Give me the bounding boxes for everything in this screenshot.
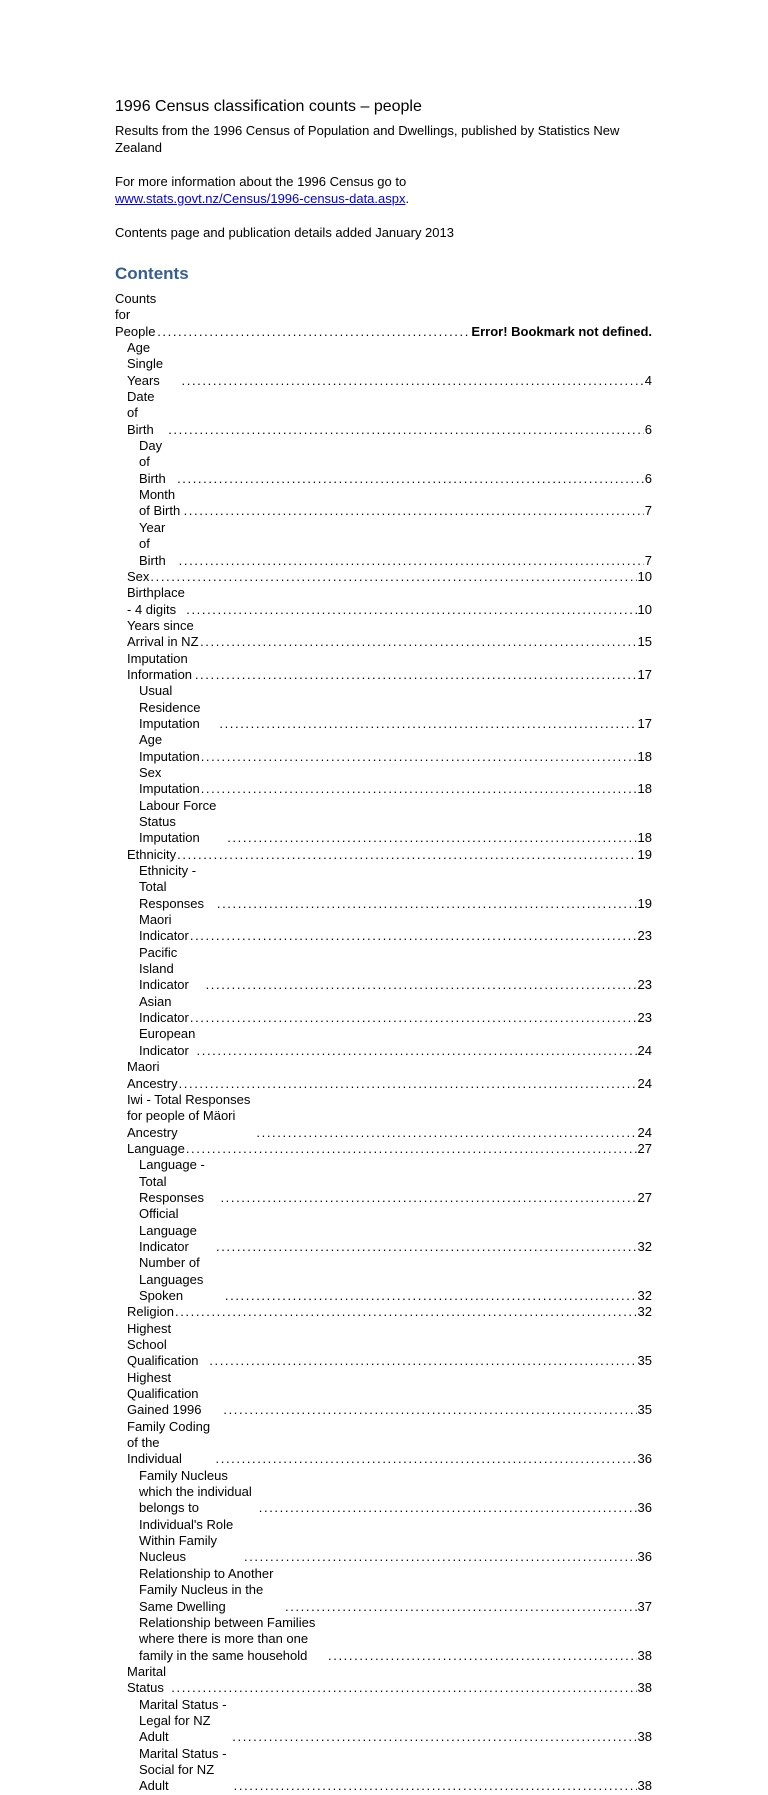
contents-heading: Contents <box>115 264 189 283</box>
toc-entry[interactable] <box>115 1566 652 1615</box>
toc-entry-page: 27 <box>637 1140 652 1156</box>
toc-entry[interactable] <box>115 863 652 912</box>
toc-leader-dots <box>259 1500 637 1516</box>
toc-leader-dots <box>171 1680 636 1696</box>
toc-entry[interactable] <box>115 487 652 520</box>
toc-entry[interactable] <box>115 1615 652 1664</box>
toc-entry[interactable] <box>115 1141 652 1157</box>
toc-entry[interactable] <box>115 732 652 765</box>
toc-entry-page: 18 <box>637 781 652 797</box>
toc-entry-label: Day of Birth <box>139 438 166 486</box>
toc-leader-dots <box>206 977 637 993</box>
toc-entry-page: 38 <box>637 1680 652 1696</box>
toc-entry-label: Language - Total Responses <box>139 1157 205 1205</box>
toc-entry-page: 36 <box>637 1500 652 1516</box>
toc-entry-page: 18 <box>637 830 652 846</box>
toc-entry-page: 6 <box>644 470 652 486</box>
toc-entry-label: Sex <box>127 568 150 584</box>
toc-entry-label: Marital Status <box>127 1663 167 1696</box>
toc-entry-label: Marital Status - Social for NZ Adult <box>139 1745 227 1794</box>
toc-leader-dots <box>182 373 644 389</box>
toc-entry-label: Date of Birth <box>127 389 155 437</box>
toc-entry-page: 24 <box>637 1124 652 1140</box>
toc-entry-page: 7 <box>644 503 652 519</box>
toc-entry-page: 17 <box>637 715 652 731</box>
toc-entry-page: 15 <box>637 634 652 650</box>
toc-leader-dots <box>244 1549 637 1565</box>
toc-entry[interactable] <box>115 1255 652 1304</box>
toc-entry-label: Age Single Years <box>127 340 164 388</box>
toc-entry[interactable] <box>115 1157 652 1206</box>
toc-leader-dots <box>201 749 637 765</box>
subtitle-text: Results from the 1996 Census of Population and Dwellings, published by Statistics New Zealand <box>115 123 620 155</box>
toc-entry-page: 37 <box>637 1598 652 1614</box>
toc-entry[interactable] <box>115 585 652 618</box>
toc-entry-page: 23 <box>637 928 652 944</box>
toc-entry[interactable] <box>115 1419 652 1468</box>
note-text: Contents page and publication details added January 2013 <box>115 225 454 240</box>
toc-entry[interactable] <box>115 1304 652 1320</box>
toc-entry[interactable] <box>115 1059 652 1092</box>
toc-entry-page: 38 <box>637 1729 652 1745</box>
toc-leader-dots <box>225 1288 637 1304</box>
toc-entry[interactable] <box>115 945 652 994</box>
toc-entry-label: European Indicator <box>139 1026 196 1058</box>
toc-entry-page: 10 <box>637 601 652 617</box>
toc-entry[interactable] <box>115 1468 652 1517</box>
toc-entry-label: Month of Birth <box>139 487 181 519</box>
toc-leader-dots <box>179 1076 637 1092</box>
toc-leader-dots <box>186 1141 637 1157</box>
toc-entry-page: 23 <box>637 977 652 993</box>
toc-entry-label: Counts for People <box>115 291 157 339</box>
census-data-link[interactable]: www.stats.govt.nz/Census/1996-census-data.aspx <box>115 191 406 206</box>
toc-entry-page: 18 <box>637 748 652 764</box>
toc-entry[interactable] <box>115 1517 652 1566</box>
toc-entry-page: 32 <box>637 1287 652 1303</box>
toc-entry-label: Years since Arrival in NZ <box>127 617 199 650</box>
toc-leader-dots <box>201 781 637 797</box>
page-title: 1996 Census classification counts – people <box>115 98 422 115</box>
toc-entry-page: Error! Bookmark not defined. <box>471 323 652 339</box>
toc-leader-dots <box>217 896 637 912</box>
toc-entry-label: Individual's Role Within Family Nucleus <box>139 1516 234 1565</box>
toc-entry[interactable] <box>115 765 652 798</box>
toc-leader-dots <box>285 1599 637 1615</box>
toc-entry-label: Relationship to Another Family Nucleus in the Same Dwelling <box>139 1565 274 1614</box>
toc-entry-page: 23 <box>637 1010 652 1026</box>
toc-entry-label: Language <box>127 1140 185 1156</box>
toc-leader-dots <box>184 503 644 519</box>
toc-entry-page: 32 <box>637 1238 652 1254</box>
toc-entry-page: 35 <box>637 1353 652 1369</box>
toc-entry[interactable] <box>115 1321 652 1370</box>
toc-leader-dots <box>186 602 636 618</box>
toc-leader-dots <box>328 1648 636 1664</box>
toc-entry-label: Marital Status - Legal for NZ Adult <box>139 1696 227 1745</box>
toc-entry-page: 36 <box>637 1451 652 1467</box>
toc-leader-dots <box>234 1778 637 1794</box>
toc-entry[interactable] <box>115 912 652 945</box>
toc-entry[interactable] <box>115 569 652 585</box>
toc-leader-dots <box>190 1010 637 1026</box>
toc-entry-label: Number of Languages Spoken <box>139 1255 204 1303</box>
toc-leader-dots <box>190 928 637 944</box>
toc-entry-label: Imputation Information <box>127 650 193 682</box>
toc-entry-label: Official Language Indicator <box>139 1206 197 1254</box>
toc-leader-dots <box>223 1402 636 1418</box>
toc-entry[interactable] <box>115 520 652 569</box>
toc-entry[interactable] <box>115 291 652 340</box>
toc-entry-page: 4 <box>644 372 652 388</box>
toc-leader-dots <box>168 422 644 438</box>
toc-leader-dots <box>220 1190 636 1206</box>
toc-entry-label: Maori Ancestry <box>127 1059 178 1091</box>
toc-leader-dots <box>209 1353 636 1369</box>
toc-entry-page: 24 <box>637 1042 652 1058</box>
toc-entry[interactable] <box>115 1746 652 1795</box>
toc-leader-dots <box>216 1451 637 1467</box>
toc-entry[interactable] <box>115 1370 652 1419</box>
info-paragraph <box>115 173 652 207</box>
toc-entry[interactable] <box>115 847 652 863</box>
toc-entry-label: Year of Birth <box>139 519 166 568</box>
toc-entry-label: Highest Qualification Gained 1996 <box>127 1369 202 1418</box>
toc-entry-label: Sex Imputation <box>139 764 200 797</box>
toc-entry-label: Ethnicity <box>127 846 177 862</box>
toc-leader-dots <box>177 471 644 487</box>
toc-entry-page: 6 <box>644 421 652 437</box>
toc-entry[interactable] <box>115 1026 652 1059</box>
toc-leader-dots <box>195 667 637 683</box>
toc-entry-label: Relationship between Families where there is more than one family in the same household <box>139 1614 316 1663</box>
toc-entry[interactable] <box>115 651 652 684</box>
toc-entry-label: Asian Indicator <box>139 993 189 1026</box>
toc-entry-page: 7 <box>644 552 652 568</box>
toc-entry-page: 10 <box>637 568 652 584</box>
toc-entry-label: Labour Force Status Imputation <box>139 797 217 846</box>
toc-leader-dots <box>150 569 636 585</box>
toc-entry-label: Family Coding of the Individual <box>127 1418 211 1467</box>
toc-entry[interactable] <box>115 994 652 1027</box>
toc-leader-dots <box>219 716 636 732</box>
toc-entry[interactable] <box>115 1664 652 1697</box>
toc-leader-dots <box>256 1125 636 1141</box>
toc-entry-page: 32 <box>637 1304 652 1320</box>
toc-leader-dots <box>200 634 636 650</box>
toc-entry-page: 36 <box>637 1549 652 1565</box>
toc-entry-page: 35 <box>637 1402 652 1418</box>
toc-entry[interactable] <box>115 798 652 847</box>
info-line-text: For more information about the 1996 Census go to <box>115 174 407 189</box>
toc-entry-page: 19 <box>637 895 652 911</box>
toc-leader-dots <box>179 553 644 569</box>
toc-entry[interactable] <box>115 389 652 438</box>
toc-leader-dots <box>197 1043 637 1059</box>
toc-list <box>115 291 652 1795</box>
toc-leader-dots <box>177 847 636 863</box>
toc-entry[interactable] <box>115 683 652 732</box>
toc-entry[interactable] <box>115 340 652 389</box>
toc-entry-label: Age Imputation <box>139 732 200 764</box>
toc-entry-label: Birthplace - 4 digits <box>127 585 185 617</box>
toc-entry-label: Usual Residence Imputation <box>139 683 201 731</box>
toc-entry-page: 38 <box>637 1647 652 1663</box>
toc-entry[interactable] <box>115 1206 652 1255</box>
toc-entry-page: 19 <box>637 846 652 862</box>
toc-entry-label: Ethnicity - Total Responses <box>139 863 205 911</box>
toc-entry-label: Religion <box>127 1304 174 1320</box>
toc-leader-dots <box>227 830 636 846</box>
toc-entry-page: 38 <box>637 1778 652 1794</box>
toc-leader-dots <box>157 324 470 340</box>
toc-entry-label: Pacific Island Indicator <box>139 944 189 993</box>
toc-entry-label: Highest School Qualification <box>127 1320 199 1369</box>
toc-entry[interactable] <box>115 438 652 487</box>
toc-leader-dots <box>216 1239 637 1255</box>
toc-entry[interactable] <box>115 1697 652 1746</box>
toc-entry-page: 27 <box>637 1189 652 1205</box>
link-suffix-text: . <box>405 191 410 206</box>
toc-entry-label: Family Nucleus which the individual belongs to <box>139 1467 252 1516</box>
toc-leader-dots <box>232 1729 636 1745</box>
toc-entry-page: 17 <box>637 666 652 682</box>
toc-entry-label: Iwi - Total Responses for people of Mäori Ancestry <box>127 1091 251 1140</box>
toc-leader-dots <box>175 1304 637 1320</box>
toc-entry[interactable] <box>115 1092 652 1141</box>
toc-entry-page: 24 <box>637 1075 652 1091</box>
toc-entry-label: Maori Indicator <box>139 912 189 944</box>
toc-entry[interactable] <box>115 618 652 651</box>
